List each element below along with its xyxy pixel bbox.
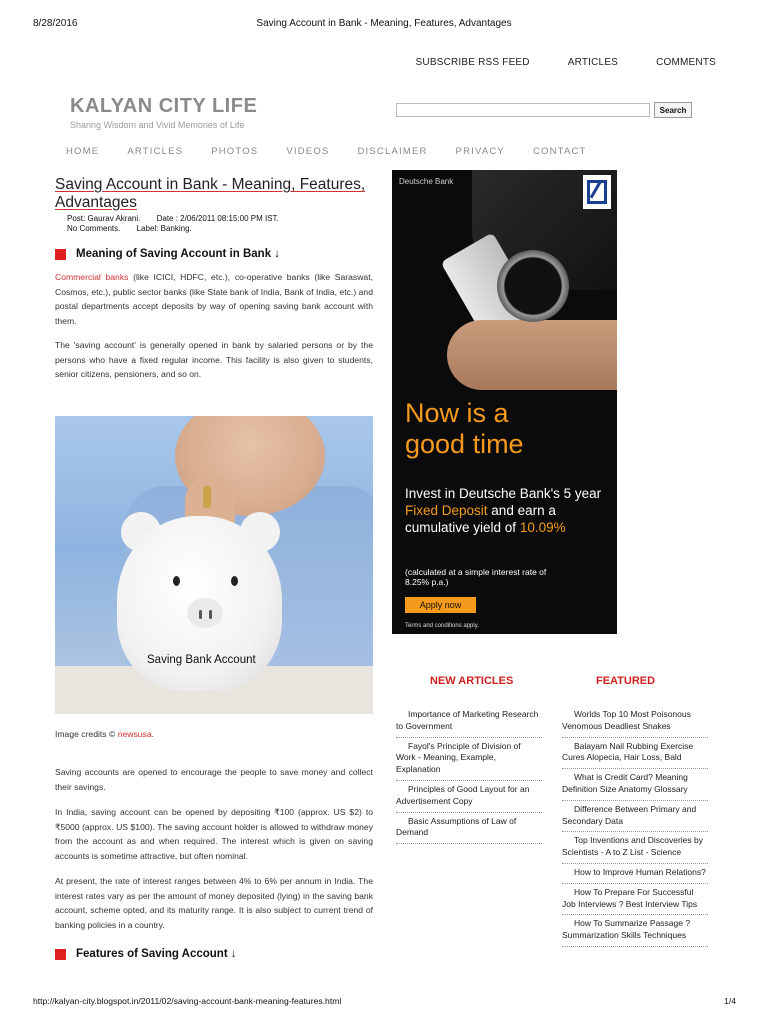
list-item[interactable]: Balayam Nail Rubbing Exercise Cures Alopecia, Hair Loss, Bald [562,738,708,770]
search-input[interactable] [396,103,650,117]
post-article [55,176,373,382]
print-page-number: 1/4 [724,996,736,1006]
commercial-banks-link[interactable]: Commercial banks [55,272,129,282]
piggy-nostril [209,610,212,619]
image-caption: Saving Bank Account [147,654,256,666]
nav-photos[interactable]: PHOTOS [211,146,259,157]
section-marker-icon [55,249,66,260]
featured-list [562,709,708,947]
new-articles-list [396,709,542,844]
main-nav [66,146,615,157]
piggy-eye [231,576,238,586]
post-body-continued [55,765,373,960]
ad-body: Invest in Deutsche Bank's 5 year Fixed Deposit and earn a cumulative yield of 10.09% [405,486,602,535]
search-box [396,102,692,118]
nav-videos[interactable]: VIDEOS [286,146,330,157]
wristwatch-icon [497,250,569,322]
top-nav-comments[interactable]: COMMENTS [656,57,716,68]
paragraph-3: Saving accounts are opened to encourage the people to save money and collect their savings. [55,767,373,792]
site-name[interactable]: KALYAN CITY LIFE [70,95,258,117]
top-nav [378,57,716,68]
list-item[interactable]: Importance of Marketing Research to Government [396,709,542,738]
new-articles-heading: NEW ARTICLES [430,675,514,687]
featured-heading: FEATURED [596,675,656,687]
list-item[interactable]: Fayol's Principle of Division of Work - Meaning, Example, Explanation [396,738,542,781]
list-item[interactable]: How To Summarize Passage ? Summarization Skills Techniques [562,915,708,947]
list-item[interactable]: How To Prepare For Successful Job Interviews ? Best Interview Tips [562,884,708,916]
nav-articles[interactable]: ARTICLES [127,146,184,157]
image-credits [55,729,154,739]
paragraph-1 [55,270,373,328]
nav-home[interactable]: HOME [66,146,100,157]
nav-privacy[interactable]: PRIVACY [455,146,505,157]
section-marker-icon [55,949,66,960]
ad-small-print: (calculated at a simple interest rate of 8.25% p.a.) [405,567,547,587]
paragraph-2: The 'saving account' is generally opened in bank by salaried persons or by the persons who have a fixed regular income. This facility is also given to students, senior citizens, pensioners, and so on. [55,340,373,379]
nav-contact[interactable]: CONTACT [532,146,587,157]
section-heading-features [55,948,373,960]
post-label[interactable]: Label: Banking. [136,224,192,233]
nav-disclaimer[interactable]: DISCLAIMER [357,146,428,157]
section-heading-meaning [55,248,373,260]
piggy-snout [187,598,223,628]
image-credits-end: . [151,729,155,739]
section-heading-text: Features of Saving Account ↓ [76,948,237,960]
coin-icon [203,486,211,508]
deutsche-bank-logo-icon [583,175,611,209]
list-item[interactable]: Worlds Top 10 Most Poisonous Venomous Deadliest Snakes [562,709,708,738]
post-meta [67,214,373,234]
ad-hand [447,320,617,390]
image-credits-label: Image credits © [55,729,118,739]
post-title[interactable]: Saving Account in Bank - Meaning, Features, Advantages [55,176,366,211]
post-comments-count[interactable]: No Comments. [67,224,121,233]
print-url: http://kalyan-city.blogspot.in/2011/02/saving-account-bank-meaning-features.html [33,996,342,1006]
list-item[interactable]: Basic Assumptions of Law of Demand [396,813,542,845]
list-item[interactable]: What is Credit Card? Meaning Definition Size Anatomy Glossary [562,769,708,801]
section-heading-text: Meaning of Saving Account in Bank ↓ [76,248,281,260]
post-author: Post: Gaurav Akrani. [67,214,141,223]
image-credits-link[interactable]: newsusa [117,729,152,739]
list-item[interactable]: Top Inventions and Discoveries by Scientists - A to Z List - Science [562,832,708,864]
print-title: Saving Account in Bank - Meaning, Features, Advantages [256,18,512,29]
site-tagline: Sharing Wisdom and Vivid Memories of Life [70,120,245,130]
piggy-eye [173,576,180,586]
deutsche-bank-ad[interactable] [392,170,617,634]
paragraph-1-text: (like ICICI, HDFC, etc.), co-operative banks (like Saraswat, Cosmos, etc.), public sector banks (like State bank of India, Bank of India, etc.) and postal departments accept deposits by way of opening saving bank account with them. [55,272,373,326]
saving-bank-account-image [55,416,373,714]
ad-headline: Now is a good time [405,398,524,459]
ad-brand: Deutsche Bank [399,177,454,186]
print-date: 8/28/2016 [33,18,78,29]
list-item[interactable]: Principles of Good Layout for an Advertisement Copy [396,781,542,813]
ad-terms: Terms and conditions apply. [405,623,479,629]
top-nav-articles[interactable]: ARTICLES [567,57,619,68]
paragraph-4: In India, saving account can be opened by depositing ₹100 (approx. US $2) to ₹5000 (approx. US $100). The saving account holder is allowed to withdraw money from the account as and when required. The interest which is given on saving accounts is sometime attractive, but often nominal. [55,807,373,861]
list-item[interactable]: How to Improve Human Relations? [562,864,708,884]
site-brand [70,95,257,130]
search-button[interactable]: Search [654,102,692,118]
top-nav-rss[interactable]: SUBSCRIBE RSS FEED [415,57,530,68]
apply-now-button[interactable]: Apply now [405,597,476,613]
list-item[interactable]: Difference Between Primary and Secondary Data [562,801,708,833]
post-date: Date : 2/06/2011 08:15:00 PM IST. [156,214,279,223]
paragraph-5: At present, the rate of interest ranges between 4% to 6% per annum in India. The interest rates vary as per the amount of money deposited (lying) in the saving bank account, scheme opted, and its maturity range. It is also subject to current trend of banking policies in a country. [55,876,373,930]
piggy-nostril [199,610,202,619]
